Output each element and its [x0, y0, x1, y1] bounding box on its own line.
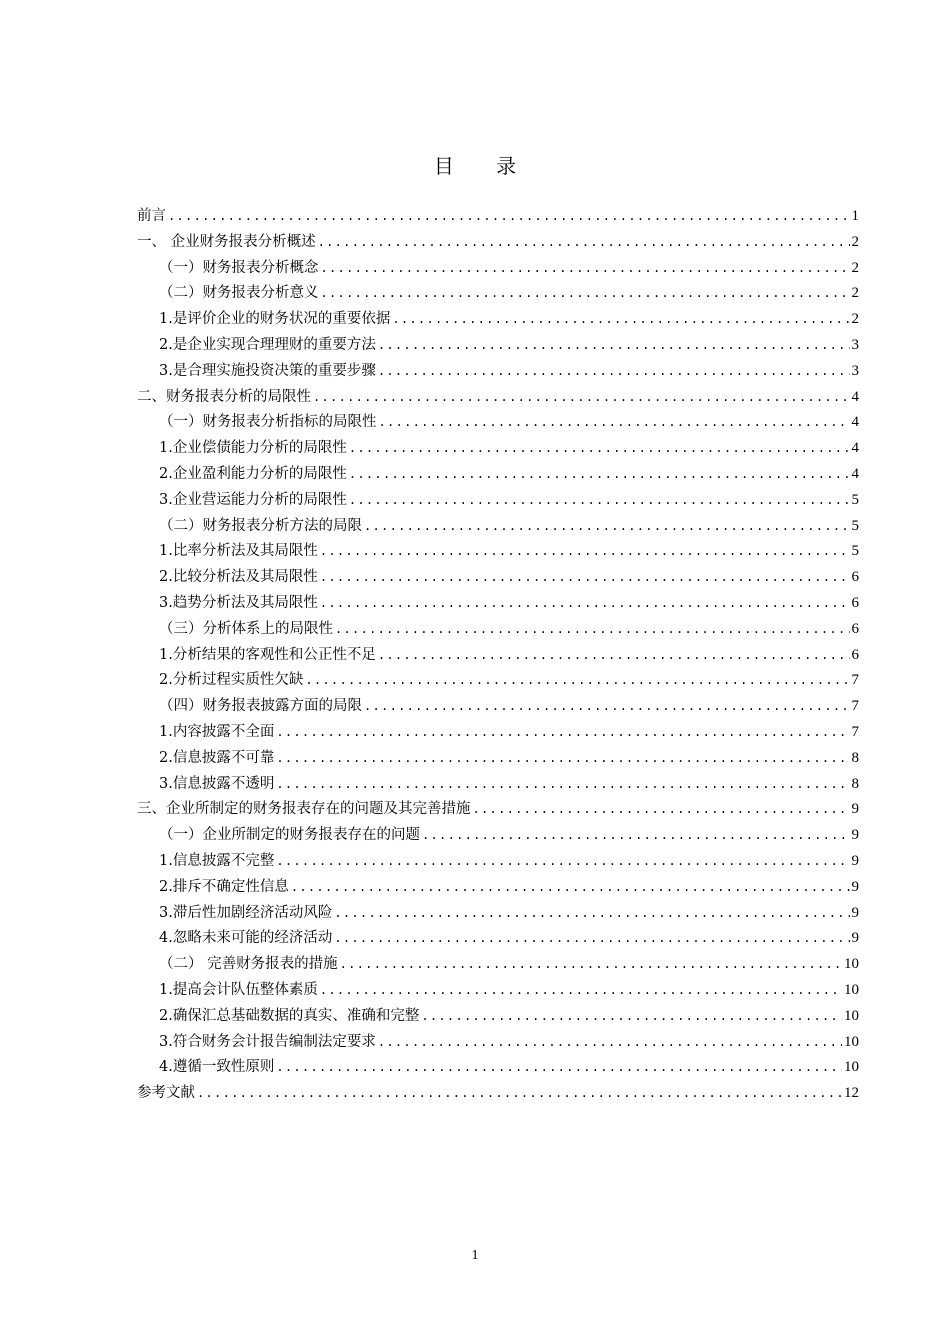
- toc-entry-label: 4.忽略未来可能的经济活动: [159, 930, 333, 947]
- dot-leader: [320, 983, 842, 997]
- toc-entry-page-number: 6: [851, 594, 859, 611]
- toc-entry-page-number: 7: [851, 672, 859, 689]
- toc-entry[interactable]: [137, 385, 859, 411]
- dot-leader: [349, 441, 850, 455]
- toc-entry[interactable]: [137, 436, 859, 462]
- toc-entry-page-number: 4: [851, 388, 859, 405]
- dot-leader: [276, 751, 849, 765]
- toc-entry[interactable]: [137, 720, 859, 746]
- toc-entry[interactable]: [137, 978, 859, 1004]
- toc-entry-label: 2.企业盈利能力分析的局限性: [159, 465, 347, 482]
- dot-leader: [321, 286, 850, 300]
- dot-leader: [334, 931, 849, 945]
- dot-leader: [276, 777, 849, 791]
- toc-entry[interactable]: [137, 772, 859, 798]
- toc-entry-label: 2.分析过程实质性欠缺: [159, 672, 304, 689]
- toc-entry[interactable]: [137, 488, 859, 514]
- toc-entry[interactable]: [137, 952, 859, 978]
- dot-leader: [197, 1086, 842, 1100]
- toc-entry-page-number: 1: [851, 208, 859, 224]
- toc-entry-page-number: 10: [844, 981, 859, 998]
- toc-entry[interactable]: [137, 565, 859, 591]
- toc-entry[interactable]: [137, 797, 859, 823]
- toc-entry-page-number: 6: [851, 646, 859, 663]
- toc-entry-label: 4.遵循一致性原则: [159, 1059, 275, 1076]
- toc-entry-label: 前言: [137, 208, 166, 224]
- toc-entry[interactable]: [137, 462, 859, 488]
- toc-entry[interactable]: [137, 539, 859, 565]
- toc-entry-label: （三）分析体系上的局限性: [159, 620, 333, 637]
- toc-entry-label: 1.比率分析法及其局限性: [159, 543, 318, 560]
- toc-entry[interactable]: [137, 1081, 859, 1107]
- toc-entry[interactable]: [137, 746, 859, 772]
- toc-entry-label: 3.是合理实施投资决策的重要步骤: [159, 362, 376, 379]
- dot-leader: [320, 544, 850, 558]
- dot-leader: [340, 957, 842, 971]
- toc-entry-label: 3.趋势分析法及其局限性: [159, 594, 318, 611]
- toc-entry-label: 2.确保汇总基础数据的真实、准确和完整: [159, 1007, 420, 1024]
- toc-entry-label: 2.排斥不确定性信息: [159, 878, 289, 895]
- dot-leader: [276, 1060, 842, 1074]
- toc-entry[interactable]: [137, 694, 859, 720]
- toc-entry-page-number: 9: [851, 904, 859, 921]
- dot-leader: [305, 673, 849, 687]
- toc-entry-page-number: 10: [844, 956, 859, 973]
- dot-leader: [313, 390, 850, 404]
- toc-entry-page-number: 9: [851, 801, 859, 818]
- dot-leader: [378, 364, 850, 378]
- toc-entry-label: 1.是评价企业的财务状况的重要依据: [159, 311, 391, 328]
- dot-leader: [349, 493, 850, 507]
- toc-entry-page-number: 3: [851, 362, 859, 379]
- toc-entry-page-number: 7: [851, 723, 859, 740]
- toc-entry-label: 2.信息披露不可靠: [159, 749, 275, 766]
- toc-entry[interactable]: [137, 359, 859, 385]
- toc-entry-label: 1.企业偿债能力分析的局限性: [159, 440, 347, 457]
- toc-entry-label: 参考文献: [137, 1085, 195, 1102]
- toc-entry-page-number: 2: [851, 259, 859, 276]
- toc-entry-page-number: 10: [844, 1007, 859, 1024]
- dot-leader: [422, 828, 850, 842]
- dot-leader: [378, 1035, 842, 1049]
- toc-entry-page-number: 9: [851, 852, 859, 869]
- toc-entry-label: 1.提高会计队伍整体素质: [159, 981, 318, 998]
- toc-entry-label: （二）财务报表分析方法的局限: [159, 517, 362, 534]
- dot-leader: [392, 312, 849, 326]
- toc-entry[interactable]: [137, 230, 859, 256]
- dot-leader: [421, 1009, 842, 1023]
- dot-leader: [276, 725, 849, 739]
- dot-leader: [473, 802, 850, 816]
- dot-leader: [320, 596, 850, 610]
- dot-leader: [291, 880, 850, 894]
- dot-leader: [276, 854, 849, 868]
- toc-entry[interactable]: [137, 410, 859, 436]
- toc-entry-page-number: 5: [851, 491, 859, 508]
- toc-entry-label: 1.分析结果的客观性和公正性不足: [159, 646, 376, 663]
- toc-entry[interactable]: [137, 256, 859, 282]
- dot-leader: [364, 699, 850, 713]
- toc-entry[interactable]: [137, 204, 859, 230]
- dot-leader: [378, 338, 850, 352]
- toc-entry-page-number: 5: [851, 517, 859, 534]
- dot-leader: [321, 261, 850, 275]
- toc-entry-label: 3.滞后性加剧经济活动风险: [159, 904, 333, 921]
- toc-entry-label: （一）财务报表分析概念: [159, 259, 319, 276]
- toc-entry[interactable]: [137, 823, 859, 849]
- toc-entry[interactable]: [137, 1030, 859, 1056]
- toc-entry-label: 3.符合财务会计报告编制法定要求: [159, 1033, 376, 1050]
- toc-entry[interactable]: [137, 849, 859, 875]
- toc-entry[interactable]: [137, 591, 859, 617]
- toc-entry[interactable]: [137, 926, 859, 952]
- toc-entry-page-number: 10: [844, 1059, 859, 1076]
- toc-entry-page-number: 2: [851, 285, 859, 302]
- toc-entry-label: 2.比较分析法及其局限性: [159, 569, 318, 586]
- toc-entry[interactable]: [137, 643, 859, 669]
- toc-entry-page-number: 10: [844, 1033, 859, 1050]
- toc-entry[interactable]: [137, 281, 859, 307]
- toc-entry-page-number: 9: [851, 878, 859, 895]
- dot-leader: [334, 906, 849, 920]
- toc-entry-label: 2.是企业实现合理理财的重要方法: [159, 336, 376, 353]
- toc-entry-label: （四）财务报表披露方面的局限: [159, 698, 362, 715]
- table-of-contents: [137, 204, 859, 1107]
- toc-entry-page-number: 4: [851, 440, 859, 457]
- toc-entry-label: 三、企业所制定的财务报表存在的问题及其完善措施: [137, 801, 471, 818]
- dot-leader: [335, 622, 850, 636]
- toc-entry-page-number: 2: [851, 311, 859, 328]
- dot-leader: [379, 415, 850, 429]
- toc-entry-page-number: 9: [851, 930, 859, 947]
- toc-entry-label: 1.信息披露不完整: [159, 852, 275, 869]
- toc-entry-page-number: 8: [851, 749, 859, 766]
- toc-entry-label: （二）财务报表分析意义: [159, 285, 319, 302]
- toc-entry-page-number: 9: [851, 827, 859, 844]
- page-number-footer: 1: [471, 1248, 479, 1263]
- toc-entry-page-number: 12: [844, 1085, 859, 1102]
- dot-leader: [320, 570, 850, 584]
- toc-entry[interactable]: [137, 668, 859, 694]
- toc-entry[interactable]: [137, 901, 859, 927]
- dot-leader: [168, 209, 850, 223]
- toc-entry-label: （二） 完善财务报表的措施: [159, 956, 338, 973]
- toc-entry-label: 一、 企业财务报表分析概述: [137, 233, 316, 250]
- toc-entry-page-number: 6: [851, 620, 859, 637]
- toc-entry[interactable]: [137, 307, 859, 333]
- toc-entry[interactable]: [137, 514, 859, 540]
- toc-entry-label: 3.信息披露不透明: [159, 775, 275, 792]
- toc-entry-label: 二、财务报表分析的局限性: [137, 388, 311, 405]
- toc-entry-label: 3.企业营运能力分析的局限性: [159, 491, 347, 508]
- toc-entry-page-number: 6: [851, 569, 859, 586]
- toc-entry[interactable]: [137, 617, 859, 643]
- toc-entry-page-number: 4: [851, 414, 859, 431]
- dot-leader: [318, 235, 850, 249]
- toc-entry-label: （一）企业所制定的财务报表存在的问题: [159, 827, 420, 844]
- dot-leader: [364, 519, 850, 533]
- toc-entry-page-number: 8: [851, 775, 859, 792]
- toc-entry[interactable]: [137, 1055, 859, 1081]
- toc-entry[interactable]: [137, 875, 859, 901]
- toc-entry-label: （一）财务报表分析指标的局限性: [159, 414, 377, 431]
- toc-entry-page-number: 4: [851, 465, 859, 482]
- toc-entry-page-number: 7: [851, 698, 859, 715]
- toc-title: 目 录: [433, 154, 535, 178]
- toc-entry-page-number: 5: [851, 543, 859, 560]
- toc-entry-page-number: 2: [851, 233, 859, 250]
- toc-entry[interactable]: [137, 1004, 859, 1030]
- toc-entry-label: 1.内容披露不全面: [159, 723, 275, 740]
- dot-leader: [378, 648, 850, 662]
- toc-entry[interactable]: [137, 333, 859, 359]
- dot-leader: [349, 467, 850, 481]
- toc-entry-page-number: 3: [851, 336, 859, 353]
